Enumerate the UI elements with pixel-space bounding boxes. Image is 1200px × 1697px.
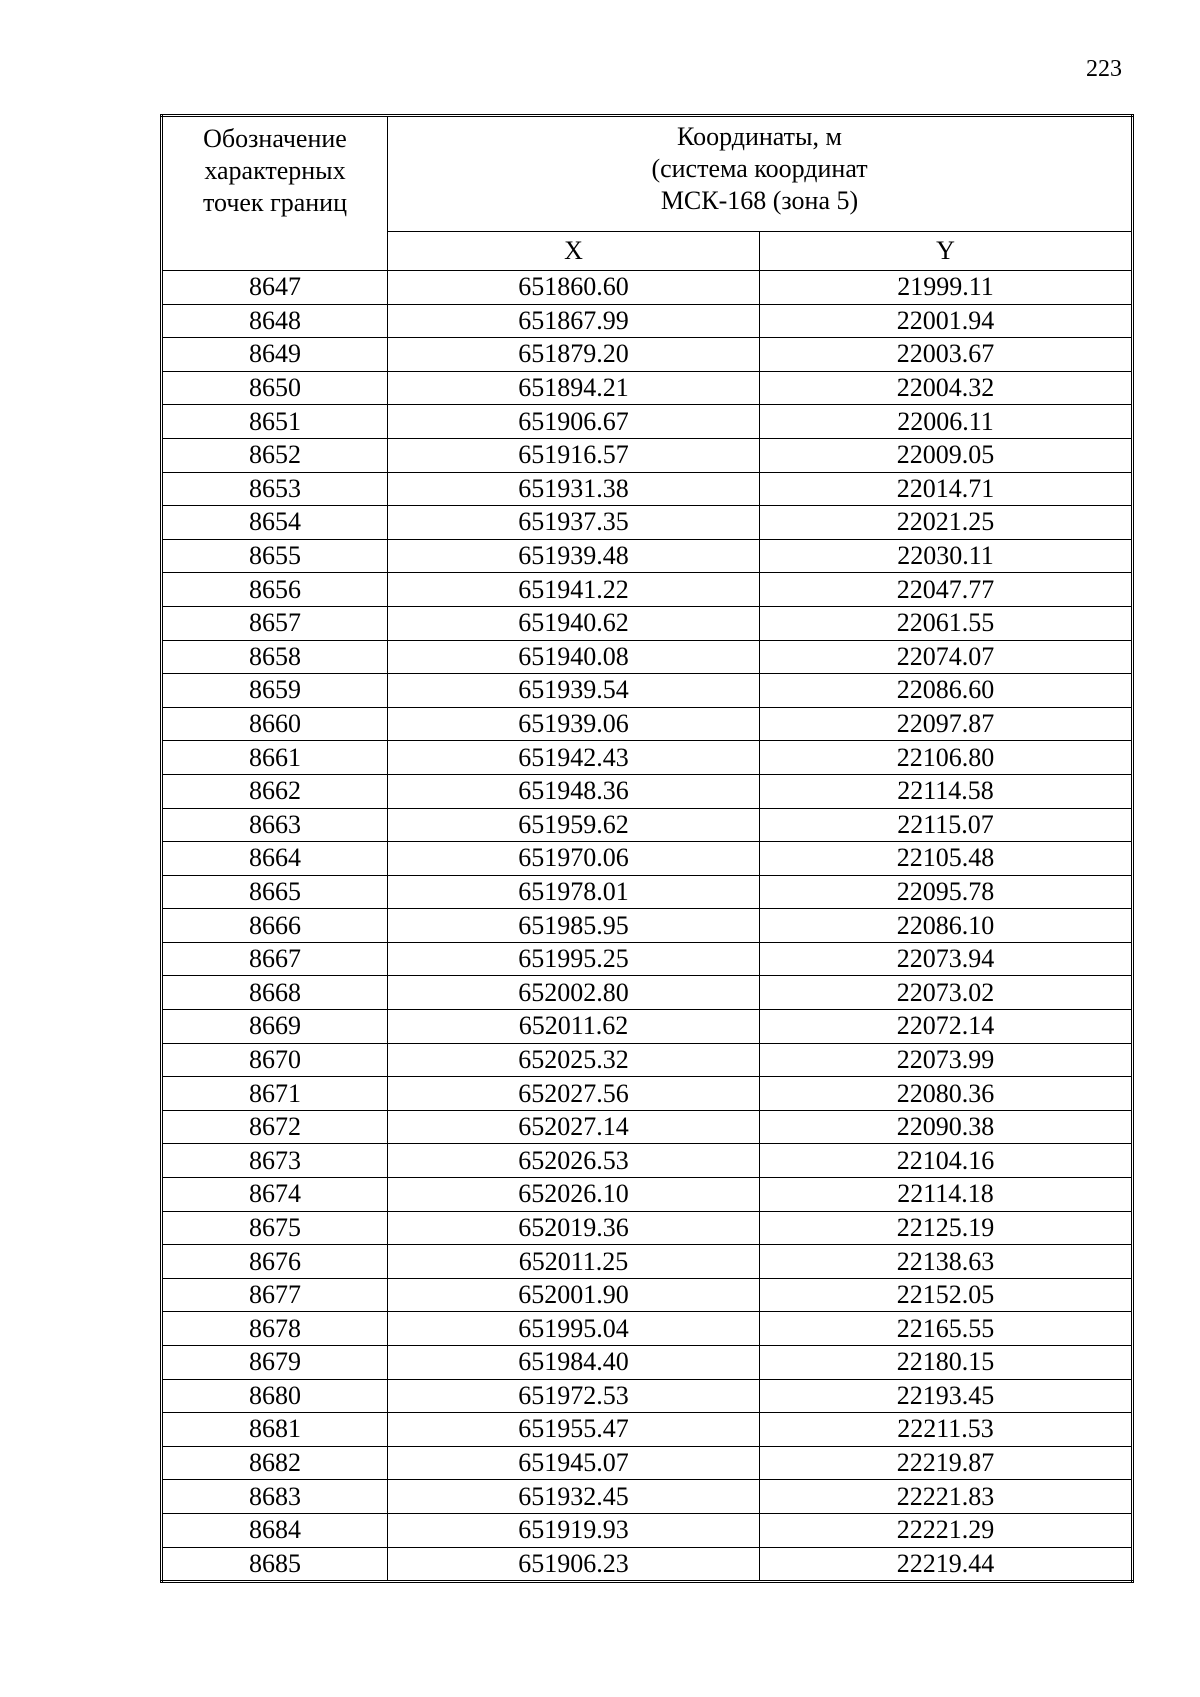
point-id-cell: 8654 xyxy=(162,506,388,540)
x-coordinate-cell: 651959.62 xyxy=(388,808,760,842)
y-coordinate-cell: 22152.05 xyxy=(760,1278,1133,1312)
x-coordinate-cell: 651945.07 xyxy=(388,1446,760,1480)
point-id-cell: 8658 xyxy=(162,640,388,674)
table-row xyxy=(162,1446,1133,1480)
y-coordinate-cell: 22001.94 xyxy=(760,304,1133,338)
y-coordinate-cell: 22138.63 xyxy=(760,1245,1133,1279)
table-row xyxy=(162,1043,1133,1077)
y-coordinate-cell: 22073.99 xyxy=(760,1043,1133,1077)
table-row xyxy=(162,1245,1133,1279)
x-coordinate-cell: 651942.43 xyxy=(388,741,760,775)
point-id-cell: 8648 xyxy=(162,304,388,338)
y-coordinate-cell: 22114.18 xyxy=(760,1178,1133,1212)
table-row xyxy=(162,371,1133,405)
point-id-cell: 8672 xyxy=(162,1110,388,1144)
point-header-line-1: Обозначение xyxy=(203,124,347,153)
table-row xyxy=(162,1480,1133,1514)
x-coordinate-cell: 651894.21 xyxy=(388,371,760,405)
table-row xyxy=(162,875,1133,909)
y-coordinate-cell: 22014.71 xyxy=(760,472,1133,506)
table-row xyxy=(162,573,1133,607)
point-id-cell: 8685 xyxy=(162,1547,388,1582)
x-coordinate-cell: 651932.45 xyxy=(388,1480,760,1514)
x-coordinate-cell: 651916.57 xyxy=(388,438,760,472)
table-row xyxy=(162,472,1133,506)
y-coordinate-cell: 22221.83 xyxy=(760,1480,1133,1514)
table-row xyxy=(162,976,1133,1010)
x-coordinate-cell: 651940.08 xyxy=(388,640,760,674)
y-coordinate-cell: 21999.11 xyxy=(760,271,1133,305)
x-coordinate-cell: 651948.36 xyxy=(388,774,760,808)
y-coordinate-cell: 22105.48 xyxy=(760,842,1133,876)
y-coordinate-cell: 22021.25 xyxy=(760,506,1133,540)
x-coordinate-cell: 651984.40 xyxy=(388,1346,760,1380)
x-coordinate-cell: 652001.90 xyxy=(388,1278,760,1312)
point-id-cell: 8669 xyxy=(162,1010,388,1044)
y-coordinate-cell: 22090.38 xyxy=(760,1110,1133,1144)
x-coordinate-cell: 652011.25 xyxy=(388,1245,760,1279)
y-coordinate-cell: 22221.29 xyxy=(760,1513,1133,1547)
x-coordinate-cell: 651995.04 xyxy=(388,1312,760,1346)
point-id-cell: 8666 xyxy=(162,909,388,943)
x-coordinate-cell: 651939.48 xyxy=(388,539,760,573)
point-id-cell: 8676 xyxy=(162,1245,388,1279)
table-row xyxy=(162,1144,1133,1178)
y-coordinate-cell: 22030.11 xyxy=(760,539,1133,573)
x-coordinate-cell: 651860.60 xyxy=(388,271,760,305)
y-coordinate-cell: 22106.80 xyxy=(760,741,1133,775)
point-id-cell: 8674 xyxy=(162,1178,388,1212)
x-coordinate-cell: 651879.20 xyxy=(388,338,760,372)
point-id-cell: 8670 xyxy=(162,1043,388,1077)
y-coordinate-cell: 22086.60 xyxy=(760,674,1133,708)
table-row xyxy=(162,1077,1133,1111)
table-row xyxy=(162,808,1133,842)
x-coordinate-cell: 651995.25 xyxy=(388,942,760,976)
x-coordinate-cell: 652011.62 xyxy=(388,1010,760,1044)
coords-header-line-3: МСК-168 (зона 5) xyxy=(660,186,859,215)
table-row xyxy=(162,1178,1133,1212)
y-coordinate-cell: 22073.94 xyxy=(760,942,1133,976)
y-coordinate-cell: 22180.15 xyxy=(760,1346,1133,1380)
x-coordinate-cell: 651970.06 xyxy=(388,842,760,876)
x-coordinate-cell: 651937.35 xyxy=(388,506,760,540)
table-row xyxy=(162,338,1133,372)
table-row xyxy=(162,606,1133,640)
point-id-cell: 8667 xyxy=(162,942,388,976)
table-row xyxy=(162,438,1133,472)
point-id-cell: 8678 xyxy=(162,1312,388,1346)
table-row xyxy=(162,405,1133,439)
page-number: 223 xyxy=(1086,56,1122,82)
table-row xyxy=(162,741,1133,775)
point-id-cell: 8655 xyxy=(162,539,388,573)
point-id-cell: 8656 xyxy=(162,573,388,607)
point-header-line-3: точек границ xyxy=(202,188,348,217)
table-row xyxy=(162,774,1133,808)
x-coordinate-cell: 651941.22 xyxy=(388,573,760,607)
x-coordinate-cell: 651985.95 xyxy=(388,909,760,943)
y-coordinate-cell: 22097.87 xyxy=(760,707,1133,741)
table-row xyxy=(162,1513,1133,1547)
x-coordinate-cell: 652027.14 xyxy=(388,1110,760,1144)
table-row xyxy=(162,842,1133,876)
x-coordinate-cell: 652026.53 xyxy=(388,1144,760,1178)
y-coordinate-cell: 22003.67 xyxy=(760,338,1133,372)
y-coordinate-cell: 22009.05 xyxy=(760,438,1133,472)
coordinates-table xyxy=(160,114,1134,1583)
table-row xyxy=(162,304,1133,338)
table-row xyxy=(162,1312,1133,1346)
point-header-line-2: характерных xyxy=(204,156,346,185)
point-id-cell: 8675 xyxy=(162,1211,388,1245)
point-id-cell: 8657 xyxy=(162,606,388,640)
y-coordinate-cell: 22074.07 xyxy=(760,640,1133,674)
y-coordinate-cell: 22004.32 xyxy=(760,371,1133,405)
point-id-cell: 8681 xyxy=(162,1413,388,1447)
x-coordinate-cell: 651940.62 xyxy=(388,606,760,640)
y-coordinate-cell: 22193.45 xyxy=(760,1379,1133,1413)
x-coordinate-cell: 652025.32 xyxy=(388,1043,760,1077)
y-coordinate-cell: 22104.16 xyxy=(760,1144,1133,1178)
table-row xyxy=(162,1110,1133,1144)
y-coordinate-cell: 22115.07 xyxy=(760,808,1133,842)
table-row xyxy=(162,506,1133,540)
table-row xyxy=(162,1413,1133,1447)
x-coordinate-cell: 651939.54 xyxy=(388,674,760,708)
point-id-cell: 8652 xyxy=(162,438,388,472)
x-coordinate-cell: 651867.99 xyxy=(388,304,760,338)
x-coordinate-cell: 652019.36 xyxy=(388,1211,760,1245)
y-coordinate-cell: 22047.77 xyxy=(760,573,1133,607)
y-coordinate-cell: 22114.58 xyxy=(760,774,1133,808)
coordinates-column-header xyxy=(388,116,1133,232)
table-row xyxy=(162,1346,1133,1380)
y-coordinate-cell: 22072.14 xyxy=(760,1010,1133,1044)
table-row xyxy=(162,271,1133,305)
point-id-cell: 8649 xyxy=(162,338,388,372)
x-coordinate-cell: 651906.67 xyxy=(388,405,760,439)
point-id-cell: 8647 xyxy=(162,271,388,305)
point-id-cell: 8680 xyxy=(162,1379,388,1413)
table-row xyxy=(162,707,1133,741)
point-id-cell: 8683 xyxy=(162,1480,388,1514)
y-coordinate-cell: 22006.11 xyxy=(760,405,1133,439)
point-id-cell: 8664 xyxy=(162,842,388,876)
point-column-header xyxy=(162,116,388,271)
y-coordinate-cell: 22061.55 xyxy=(760,606,1133,640)
coords-header-line-1: Координаты, м xyxy=(677,122,842,151)
point-id-cell: 8673 xyxy=(162,1144,388,1178)
table-body xyxy=(162,271,1133,1582)
point-id-cell: 8663 xyxy=(162,808,388,842)
x-coordinate-cell: 651906.23 xyxy=(388,1547,760,1582)
y-coordinate-cell: 22080.36 xyxy=(760,1077,1133,1111)
x-coordinate-cell: 651978.01 xyxy=(388,875,760,909)
x-coordinate-cell: 651919.93 xyxy=(388,1513,760,1547)
point-id-cell: 8668 xyxy=(162,976,388,1010)
x-coordinate-cell: 651931.38 xyxy=(388,472,760,506)
table-row xyxy=(162,942,1133,976)
y-coordinate-cell: 22125.19 xyxy=(760,1211,1133,1245)
point-id-cell: 8679 xyxy=(162,1346,388,1380)
table-row xyxy=(162,1010,1133,1044)
coords-header-line-2: (система координат xyxy=(651,154,868,183)
y-coordinate-cell: 22219.44 xyxy=(760,1547,1133,1582)
point-id-cell: 8677 xyxy=(162,1278,388,1312)
point-id-cell: 8651 xyxy=(162,405,388,439)
table-row xyxy=(162,909,1133,943)
y-coordinate-cell: 22219.87 xyxy=(760,1446,1133,1480)
point-id-cell: 8665 xyxy=(162,875,388,909)
x-coordinate-cell: 651939.06 xyxy=(388,707,760,741)
table-row xyxy=(162,674,1133,708)
y-coordinate-cell: 22073.02 xyxy=(760,976,1133,1010)
x-coordinate-cell: 651955.47 xyxy=(388,1413,760,1447)
y-coordinate-cell: 22095.78 xyxy=(760,875,1133,909)
point-id-cell: 8653 xyxy=(162,472,388,506)
point-id-cell: 8671 xyxy=(162,1077,388,1111)
x-coordinate-cell: 652002.80 xyxy=(388,976,760,1010)
table-header xyxy=(162,116,1133,271)
y-coordinate-cell: 22211.53 xyxy=(760,1413,1133,1447)
point-id-cell: 8660 xyxy=(162,707,388,741)
x-coordinate-cell: 652026.10 xyxy=(388,1178,760,1212)
table-row xyxy=(162,640,1133,674)
y-coordinate-cell: 22165.55 xyxy=(760,1312,1133,1346)
x-coordinate-cell: 652027.56 xyxy=(388,1077,760,1111)
table-row xyxy=(162,1379,1133,1413)
x-column-header: X xyxy=(388,232,760,271)
y-column-header: Y xyxy=(760,232,1133,271)
point-id-cell: 8650 xyxy=(162,371,388,405)
y-coordinate-cell: 22086.10 xyxy=(760,909,1133,943)
table-row xyxy=(162,1278,1133,1312)
point-id-cell: 8662 xyxy=(162,774,388,808)
point-id-cell: 8682 xyxy=(162,1446,388,1480)
point-id-cell: 8684 xyxy=(162,1513,388,1547)
table-row xyxy=(162,1211,1133,1245)
point-id-cell: 8659 xyxy=(162,674,388,708)
table-row xyxy=(162,539,1133,573)
table-row xyxy=(162,1547,1133,1582)
x-coordinate-cell: 651972.53 xyxy=(388,1379,760,1413)
point-id-cell: 8661 xyxy=(162,741,388,775)
